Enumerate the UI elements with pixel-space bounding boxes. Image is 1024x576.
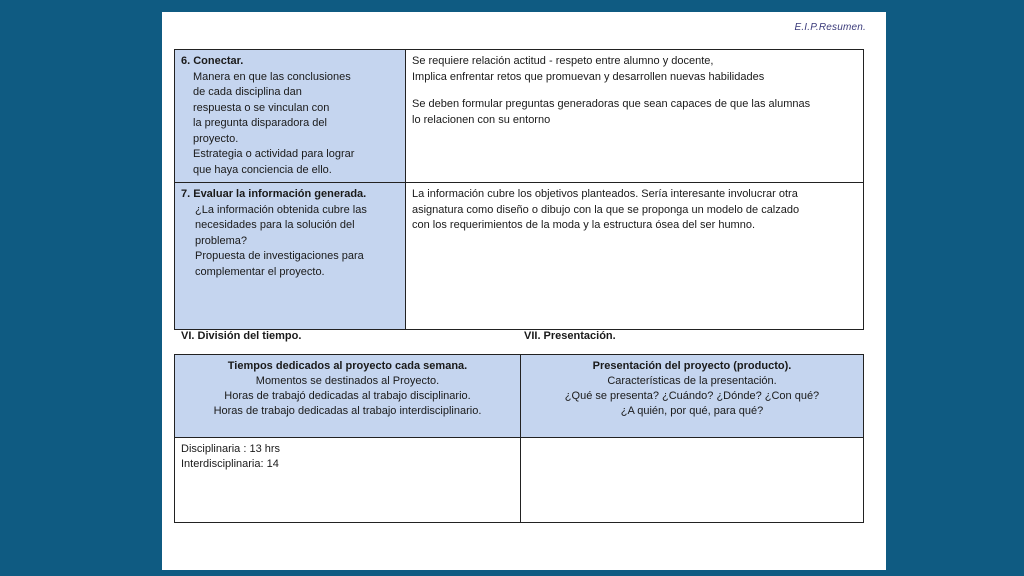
- stage-7-title: 7. Evaluar la información generada.: [181, 188, 367, 200]
- presentation-header-line: Características de la presentación.: [607, 375, 777, 387]
- time-body-line: Disciplinaria : 13 hrs: [181, 443, 281, 455]
- stage-6-line: Estrategia o actividad para lograr: [193, 148, 355, 160]
- stage-6-line: respuesta o se vinculan con: [193, 101, 330, 114]
- stage-6-response: [406, 50, 864, 183]
- stage-6-response-line: lo relacionen con su entorno: [412, 113, 551, 126]
- presentation-body-cell: [521, 438, 864, 523]
- header-reference: E.I.P.Resumen.: [794, 22, 866, 33]
- stage-6-line: que haya conciencia de ello.: [193, 163, 332, 176]
- stages-table: [174, 49, 864, 330]
- stage-7-response-line: con los requerimientos de la moda y la estructura ósea del ser humno.: [412, 219, 756, 231]
- time-header-cell: [175, 355, 521, 438]
- stage-7-line: problema?: [195, 234, 247, 247]
- stage-7-description: [175, 183, 406, 330]
- stage-7-response-line: La información cubre los objetivos planteados. Sería interesante involucrar otra: [412, 188, 798, 200]
- section-vii-label: VII. Presentación.: [524, 330, 616, 342]
- stage-7-line: ¿La información obtenida cubre las: [195, 203, 367, 216]
- time-body-line: Interdisciplinaria: 14: [181, 458, 279, 470]
- presentation-header-line: ¿Qué se presenta? ¿Cuándo? ¿Dónde? ¿Con qué?: [564, 390, 820, 402]
- time-header-line: Momentos se destinados al Proyecto.: [255, 375, 440, 387]
- section-vi-label: VI. División del tiempo.: [181, 330, 302, 342]
- time-body-cell: [175, 438, 521, 523]
- time-header-line: Horas de trabajo dedicadas al trabajo interdisciplinario.: [213, 405, 482, 417]
- table-row: [175, 438, 864, 523]
- stage-6-title: 6. Conectar.: [181, 55, 244, 67]
- presentation-header-line: ¿A quién, por qué, para qué?: [620, 405, 764, 417]
- stage-6-line: de cada disciplina dan: [193, 86, 302, 98]
- presentation-header-cell: [521, 355, 864, 438]
- time-presentation-table: [174, 354, 864, 523]
- stage-6-line: la pregunta disparadora del: [193, 117, 327, 129]
- time-header-line: Horas de trabajó dedicadas al trabajo disciplinario.: [224, 390, 471, 402]
- table-header-row: [175, 355, 864, 438]
- presentation-header-title: Presentación del proyecto (producto).: [592, 360, 792, 372]
- stage-7-line: necesidades para la solución del: [195, 219, 355, 231]
- stage-6-response-line: Se deben formular preguntas generadoras que sean capaces de que las alumnas: [412, 98, 811, 110]
- stage-6-line: proyecto.: [193, 132, 239, 145]
- stage-7-response: [406, 183, 864, 330]
- stage-6-description: [175, 50, 406, 183]
- table-row: [175, 183, 864, 330]
- document-page: [162, 12, 886, 570]
- table-row: [175, 50, 864, 183]
- stage-6-line: Manera en que las conclusiones: [193, 70, 351, 83]
- stage-7-line: complementar el proyecto.: [195, 265, 325, 278]
- stage-7-response-line: asignatura como diseño o dibujo con la que se proponga un modelo de calzado: [412, 203, 800, 216]
- stage-6-response-line: Se requiere relación actitud - respeto entre alumno y docente,: [412, 55, 714, 67]
- time-header-title: Tiempos dedicados al proyecto cada semana.: [227, 360, 468, 372]
- stage-6-response-line: Implica enfrentar retos que promuevan y desarrollen nuevas habilidades: [412, 70, 765, 83]
- stage-7-line: Propuesta de investigaciones para: [195, 250, 364, 262]
